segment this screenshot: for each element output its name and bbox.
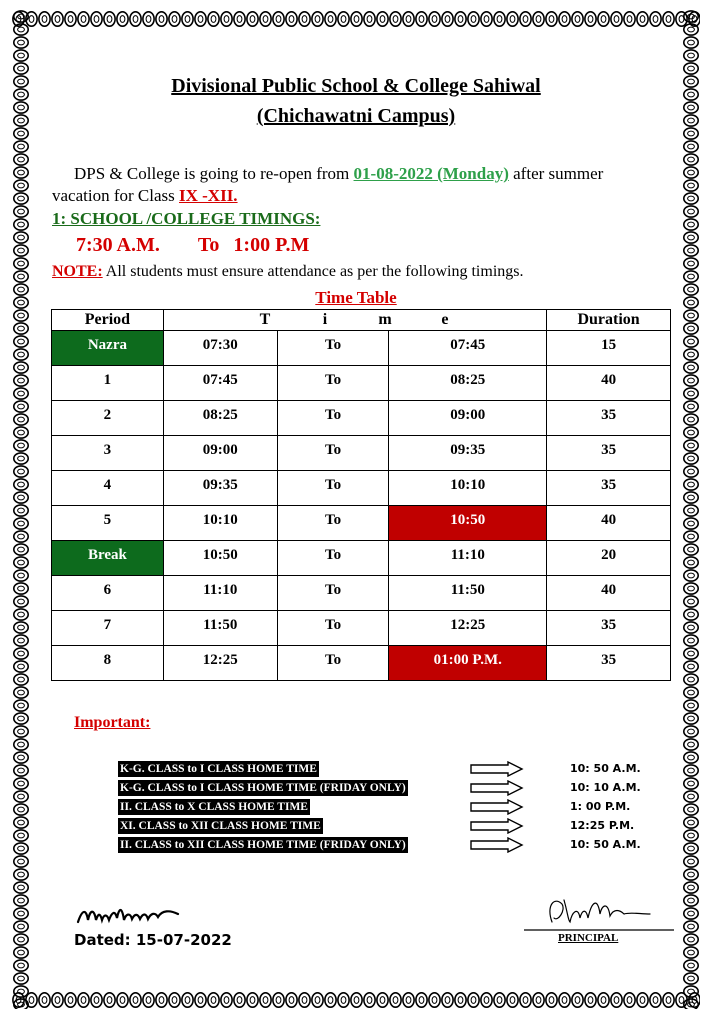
period-cell: 6: [52, 576, 164, 611]
header-time-letter: i: [322, 311, 328, 328]
border-left: [12, 10, 30, 1009]
period-cell: 7: [52, 611, 164, 646]
end-time-cell: 07:45: [389, 331, 547, 366]
classes-range: IX -XII.: [179, 186, 238, 205]
school-name: Divisional Public School & College Sahiwal: [171, 75, 541, 97]
reopen-notice: [52, 163, 652, 207]
duration-cell: 40: [547, 366, 671, 401]
list-item: [118, 760, 658, 779]
timetable-header-row: [52, 310, 671, 331]
list-item: [118, 817, 658, 836]
note-text: All students must ensure attendance as per the following timings.: [102, 263, 524, 280]
period-cell: 1: [52, 366, 164, 401]
home-time-label: K-G. CLASS to I CLASS HOME TIME: [120, 763, 317, 775]
chain-border-bottom: [12, 991, 700, 1009]
home-time-label: XI. CLASS to XII CLASS HOME TIME: [120, 820, 321, 832]
home-time-value: 12:25 P.M.: [570, 819, 635, 832]
to-cell: To: [277, 541, 389, 576]
to-cell: To: [277, 366, 389, 401]
table-row: [52, 401, 671, 436]
to-cell: To: [277, 646, 389, 681]
notice-text-after: after summer vacation for Class: [52, 164, 604, 205]
signature-left: [74, 900, 194, 930]
timing-to: To: [197, 234, 220, 256]
start-time-cell: 09:00: [163, 436, 277, 471]
duration-cell: 35: [547, 471, 671, 506]
to-cell: To: [277, 506, 389, 541]
to-cell: To: [277, 331, 389, 366]
campus-name: (Chichawatni Campus): [256, 105, 456, 127]
table-row: [52, 471, 671, 506]
end-time-cell: 11:10: [389, 541, 547, 576]
notice-text-before: DPS & College is going to re-open from: [74, 164, 354, 183]
home-time-label: II. CLASS to X CLASS HOME TIME: [120, 801, 308, 813]
duration-cell: 15: [547, 331, 671, 366]
header-time-letter: e: [441, 311, 449, 328]
timing-end: 1:00 P.M: [233, 234, 310, 256]
timetable: [51, 309, 671, 681]
home-time-value: 10: 50 A.M.: [570, 762, 641, 775]
arrow-right-icon: [470, 818, 524, 834]
home-time-value: 10: 50 A.M.: [570, 838, 641, 851]
end-time-cell: 09:00: [389, 401, 547, 436]
end-time-cell: 10:10: [389, 471, 547, 506]
note: [52, 263, 523, 281]
start-time-cell: 07:30: [163, 331, 277, 366]
start-time-cell: 11:50: [163, 611, 277, 646]
note-label: NOTE:: [52, 263, 103, 280]
period-cell: 4: [52, 471, 164, 506]
arrow-right-icon: [470, 799, 524, 815]
to-cell: To: [277, 436, 389, 471]
period-cell: 5: [52, 506, 164, 541]
table-row: [52, 541, 671, 576]
home-time-value: 1: 00 P.M.: [570, 800, 631, 813]
border-top: [12, 10, 700, 28]
end-time-cell: 12:25: [389, 611, 547, 646]
end-time-cell: 01:00 P.M.: [389, 646, 547, 681]
start-time-cell: 10:50: [163, 541, 277, 576]
header-duration: Duration: [547, 310, 671, 331]
to-cell: To: [277, 401, 389, 436]
duration-cell: 35: [547, 401, 671, 436]
arrow-right-icon: [470, 837, 524, 853]
list-item: [118, 836, 658, 855]
chain-border-right: [682, 10, 700, 1009]
important-heading: Important:: [74, 714, 151, 731]
period-cell: 8: [52, 646, 164, 681]
border-right: [682, 10, 700, 1009]
list-item: [118, 779, 658, 798]
start-time-cell: 11:10: [163, 576, 277, 611]
to-cell: To: [277, 471, 389, 506]
duration-cell: 40: [547, 576, 671, 611]
end-time-cell: 11:50: [389, 576, 547, 611]
duration-cell: 20: [547, 541, 671, 576]
table-row: [52, 331, 671, 366]
start-time-cell: 10:10: [163, 506, 277, 541]
timings-line: [76, 234, 309, 257]
start-time-cell: 07:45: [163, 366, 277, 401]
home-time-label: II. CLASS to XII CLASS HOME TIME (FRIDAY ONLY): [120, 839, 406, 851]
duration-cell: 35: [547, 436, 671, 471]
arrow-right-icon: [470, 761, 524, 777]
timings-heading: 1: SCHOOL /COLLEGE TIMINGS:: [52, 209, 321, 228]
end-time-cell: 08:25: [389, 366, 547, 401]
to-cell: To: [277, 576, 389, 611]
header-period: Period: [52, 310, 164, 331]
duration-cell: 40: [547, 506, 671, 541]
header-time-letter: T: [259, 311, 271, 328]
period-cell: 3: [52, 436, 164, 471]
border-bottom: [12, 991, 700, 1009]
table-row: [52, 436, 671, 471]
header-time-letter: m: [378, 311, 392, 328]
signature-principal: [524, 892, 674, 934]
table-row: [52, 506, 671, 541]
duration-cell: 35: [547, 646, 671, 681]
start-time-cell: 09:35: [163, 471, 277, 506]
start-time-cell: 12:25: [163, 646, 277, 681]
period-cell: Break: [52, 541, 164, 576]
table-row: [52, 576, 671, 611]
home-time-label: K-G. CLASS to I CLASS HOME TIME (FRIDAY ONLY): [120, 782, 406, 794]
table-row: [52, 611, 671, 646]
table-row: [52, 366, 671, 401]
chain-border-left: [12, 10, 30, 1009]
end-time-cell: 10:50: [389, 506, 547, 541]
home-time-value: 10: 10 A.M.: [570, 781, 641, 794]
arrow-right-icon: [470, 780, 524, 796]
list-item: [118, 798, 658, 817]
period-cell: 2: [52, 401, 164, 436]
principal-label: PRINCIPAL: [558, 932, 619, 944]
start-time-cell: 08:25: [163, 401, 277, 436]
to-cell: To: [277, 611, 389, 646]
chain-border-top: [12, 10, 700, 28]
header-time: [163, 310, 546, 331]
table-row: [52, 646, 671, 681]
end-time-cell: 09:35: [389, 436, 547, 471]
reopen-date: 01-08-2022 (Monday): [353, 164, 509, 183]
timetable-title: Time Table: [315, 288, 397, 307]
timing-start: 7:30 A.M.: [76, 234, 160, 256]
dated-text: Dated: 15-07-2022: [74, 931, 232, 949]
period-cell: Nazra: [52, 331, 164, 366]
duration-cell: 35: [547, 611, 671, 646]
home-time-list: [118, 760, 658, 855]
